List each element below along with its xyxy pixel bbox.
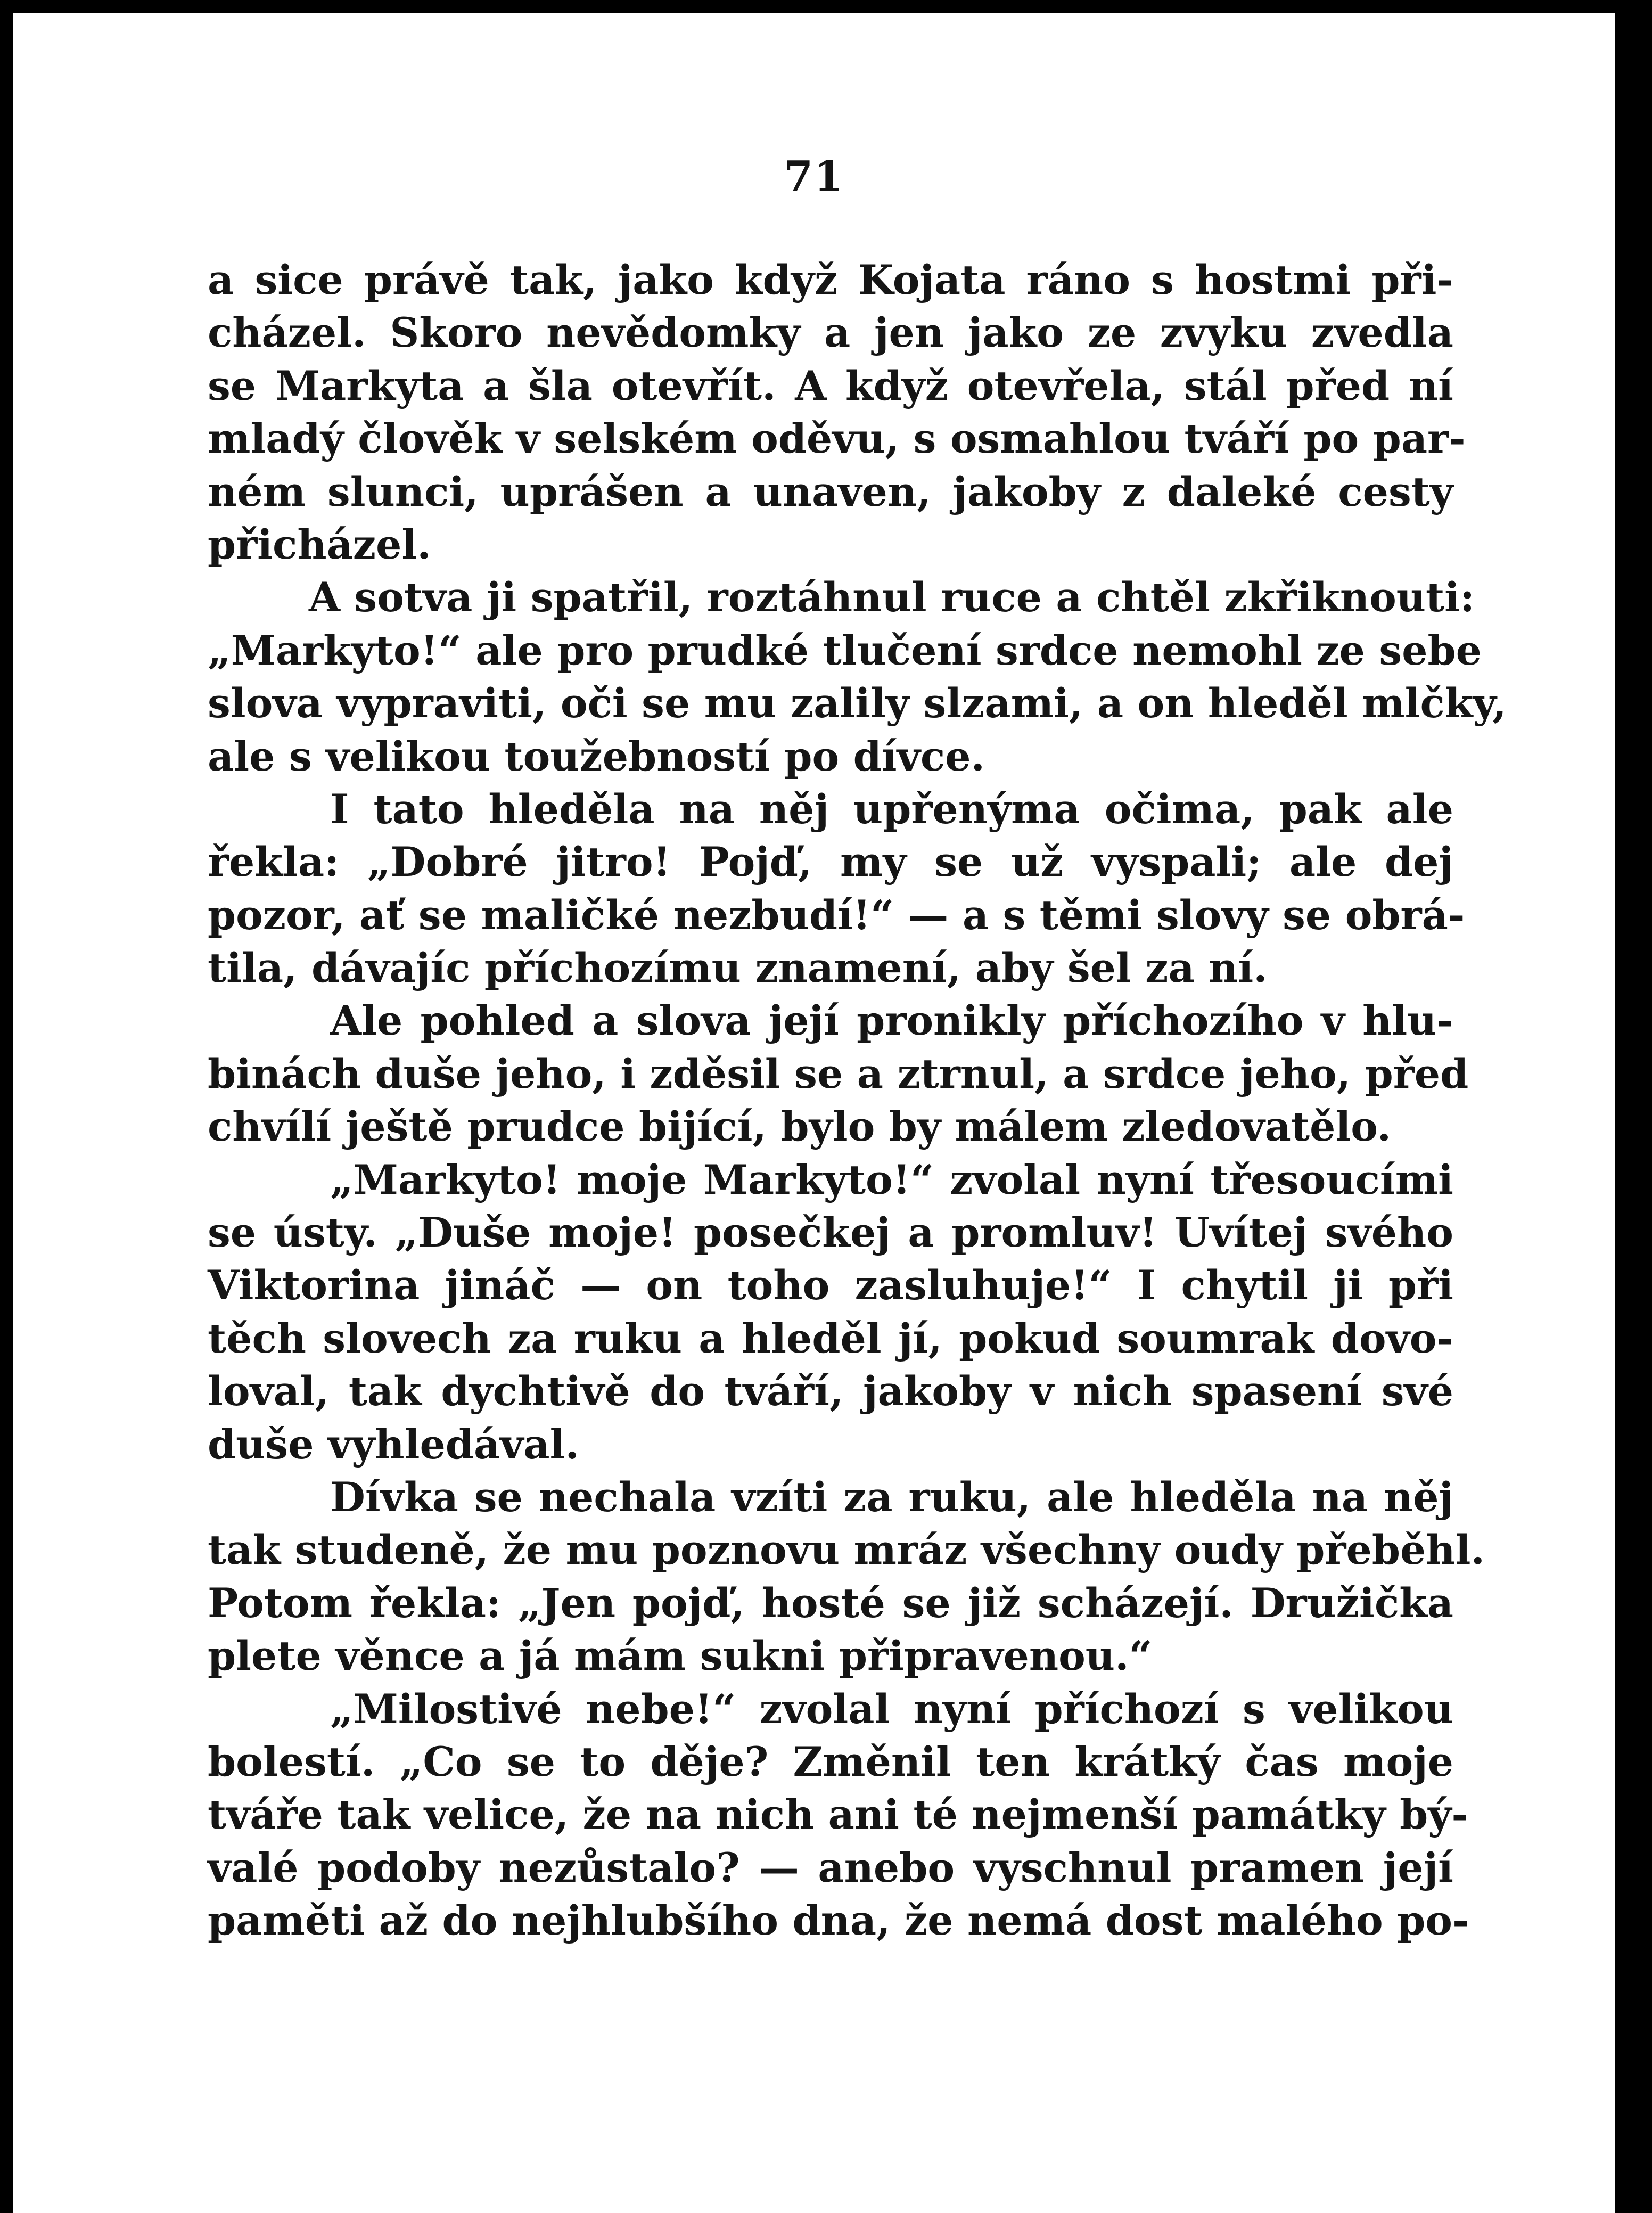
text-line: plete věnce a já mám sukni připravenou.“ [208, 1632, 1153, 1680]
text-line: se Markyta a šla otevřít. A když otevřela, stál před ní [208, 362, 1453, 409]
text-line: se ústy. „Duše moje! posečkej a promluv! Uvítej svého [208, 1209, 1453, 1257]
book-page [13, 13, 1615, 2213]
text-line: „Milostivé nebe!“ zvolal nyní příchozí s velikou [330, 1685, 1453, 1733]
text-line: I tato hleděla na něj upřenýma očima, pak ale [330, 785, 1453, 833]
text-line: paměti až do nejhlubšího dna, že nemá dost malého po- [208, 1897, 1469, 1945]
text-line: tak studeně, že mu poznovu mráz všechny oudy přeběhl. [208, 1526, 1485, 1574]
text-line: loval, tak dychtivě do tváří, jakoby v nich spasení své [208, 1367, 1453, 1415]
text-line: mladý člověk v selském oděvu, s osmahlou tváří po par- [208, 415, 1466, 463]
text-line: pozor, ať se maličké nezbudí!“ — a s těmi slovy se obrá- [208, 891, 1465, 939]
text-line: tváře tak velice, že na nich ani té nejmenší památky bý- [208, 1791, 1468, 1839]
text-line: přicházel. [208, 520, 431, 568]
text-line: duše vyhledával. [208, 1420, 579, 1468]
text-line: ném slunci, uprášen a unaven, jakoby z daleké cesty [208, 468, 1453, 515]
text-line: valé podoby nezůstalo? — anebo vyschnul pramen její [208, 1843, 1453, 1891]
text-line: tila, dávajíc příchozímu znamení, aby šel za ní. [208, 944, 1268, 992]
text-line: ale s velikou toužebností po dívce. [208, 732, 985, 780]
text-line: cházel. Skoro nevědomky a jen jako ze zvyku zvedla [208, 309, 1453, 357]
scan-right-edge [1615, 0, 1652, 2213]
text-line: Dívka se nechala vzíti za ruku, ale hleděla na něj [330, 1473, 1453, 1521]
body-text [208, 253, 1507, 1947]
text-line: slova vypraviti, oči se mu zalily slzami, a on hleděl mlčky, [208, 679, 1507, 727]
text-line: chvílí ještě prudce bijící, bylo by málem zledovatělo. [208, 1103, 1392, 1151]
text-line: bolestí. „Co se to děje? Změnil ten krátký čas moje [208, 1737, 1453, 1785]
text-line: „Markyto! moje Markyto!“ zvolal nyní třesoucími [330, 1155, 1453, 1203]
text-line: A sotva ji spatřil, roztáhnul ruce a chtěl zkřiknouti: [309, 573, 1475, 621]
text-line: Potom řekla: „Jen pojď, hosté se již scházejí. Družička [208, 1579, 1453, 1627]
text-line: binách duše jeho, i zděsil se a ztrnul, a srdce jeho, před [208, 1050, 1469, 1097]
text-line: těch slovech za ruku a hleděl jí, pokud soumrak dovo- [208, 1314, 1453, 1362]
text-line: „Markyto!“ ale pro prudké tlučení srdce nemohl ze sebe [208, 626, 1482, 674]
text-line: řekla: „Dobré jitro! Pojď, my se už vyspali; ale dej [208, 838, 1453, 886]
text-line: Ale pohled a slova její pronikly příchozího v hlu- [330, 997, 1453, 1045]
text-line: a sice právě tak, jako když Kojata ráno s hostmi při- [208, 256, 1453, 304]
page-number: 71 [784, 152, 844, 201]
text-line: Viktorina jináč — on toho zasluhuje!“ I chytil ji při [208, 1261, 1453, 1309]
